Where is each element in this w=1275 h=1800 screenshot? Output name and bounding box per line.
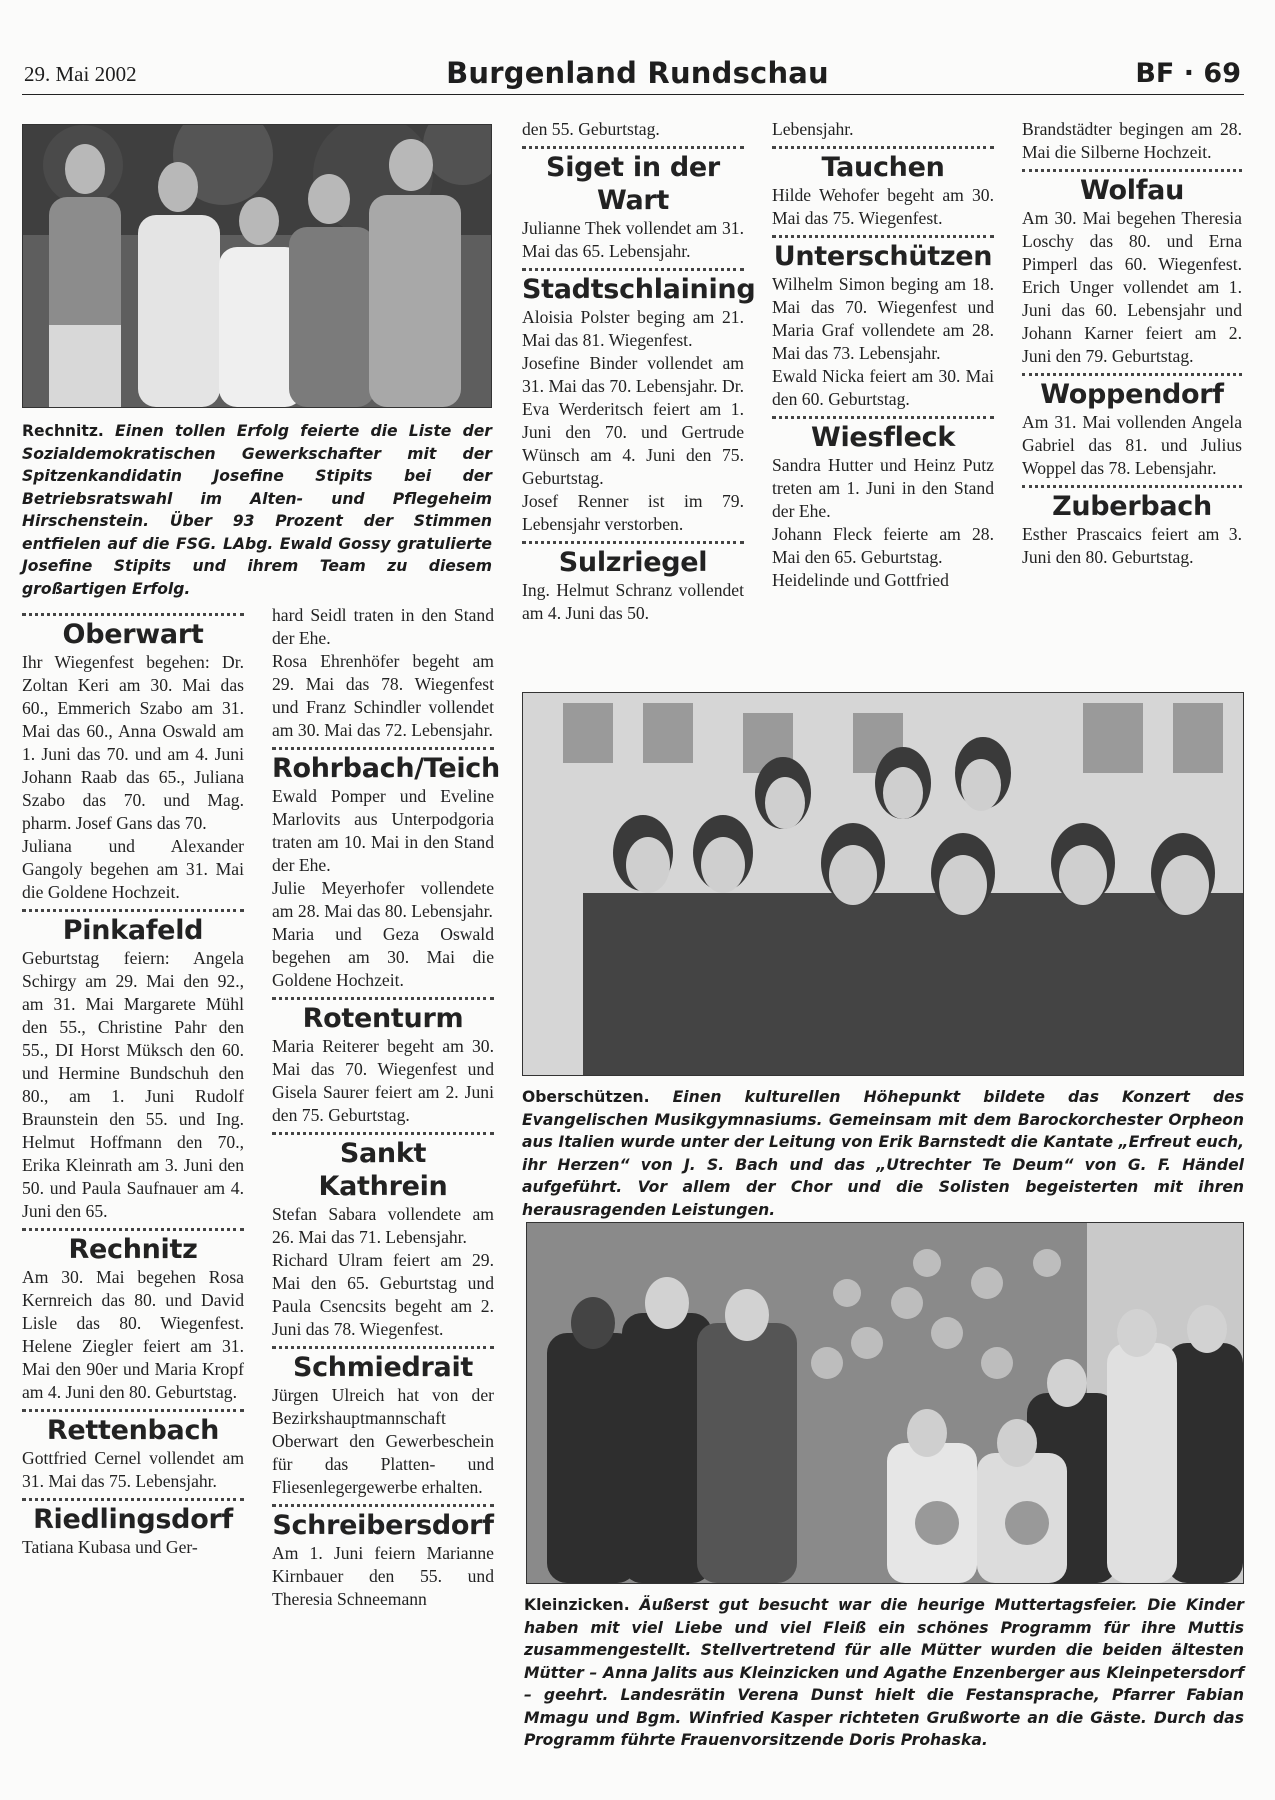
section-text: hard Seidl traten in den Stand der Ehe. (272, 605, 494, 648)
section-text: Aloisia Polster beging am 21. Mai das 81. Wiegenfest. (522, 307, 744, 350)
section-tauchen (772, 146, 994, 230)
page-number: BF · 69 (1135, 58, 1241, 89)
caption-place: Rechnitz. (22, 422, 104, 440)
section-text: Am 30. Mai begehen Theresia Loschy das 80. und Erna Pimperl das 60. Wiegenfest. Erich Unger vollendet am 1. Juni das 60. Lebensjahr und Johann Karner feiert am 2. Juni den 79. Geburtstag. (1022, 208, 1242, 366)
section-heading: Unterschützen (773, 241, 993, 272)
caption-text: Einen tollen Erfolg feierte die Liste der Sozialdemokratischen Gewerkschafter mit der Spitzenkandidatin Josefine Stipits bei der Betriebsratswahl im Alten- und Pflegeheim Hirschenstein. Über 93 Prozent der Stimmen entfielen auf die FSG. LAbg. Ewald Gossy gratulierte Josefine Stipits und ihrem Team zu diesem großartigen Erfolg. (22, 422, 492, 598)
section-oberwart (22, 613, 244, 904)
section-text: Jürgen Ulreich hat von der Bezirkshauptmannschaft Oberwart den Gewerbeschein für das Platten- und Fliesenlegergewerbe erhalten. (272, 1385, 494, 1497)
section-text: den 55. Geburtstag. (522, 119, 660, 139)
caption-text: Einen kulturellen Höhepunkt bildete das Konzert des Evangelischen Musikgymnasiums. Gemeinsam mit dem Barockorchester Orpheon aus Italien wurde unter der Leitung von Erik Barnstedt die Kantate „Erfreut euch, ihr Herzen“ von J. S. Bach und das „Utrechter Te Deum“ von G. F. Händel aufgeführt. Vor allem der Chor und die Solisten begeisterten mit ihren herausragenden Leistungen. (522, 1088, 1245, 1219)
section-siget-in-der-wart (522, 146, 744, 263)
section-text: Rosa Ehrenhöfer begeht am 29. Mai das 78. Wiegenfest und Franz Schindler vollendet am 30. Mai das 72. Lebensjahr. (272, 651, 494, 740)
section-text: Richard Ulram feiert am 29. Mai den 65. Geburtstag und Paula Csencsits begeht am 2. Juni das 78. Wiegenfest. (272, 1250, 494, 1339)
section-heading: Woppendorf (1040, 379, 1224, 410)
section-rotenturm (272, 997, 494, 1127)
column-1 (22, 608, 244, 1559)
kleinzicken-caption (524, 1594, 1244, 1752)
section-sankt-kathrein (272, 1132, 494, 1341)
section-heading: Schmiedrait (292, 1352, 474, 1383)
section-heading: Siget in der Wart (546, 152, 720, 216)
caption-place: Kleinzicken. (524, 1596, 630, 1614)
section-heading: Zuberbach (1052, 491, 1212, 522)
section-heading: Rotenturm (302, 1003, 464, 1034)
section-text: Stefan Sabara vollendete am 26. Mai das 71. Lebensjahr. (272, 1204, 494, 1247)
section-text: Tatiana Kubasa und Ger- (22, 1537, 198, 1557)
section-heading: Tauchen (821, 152, 945, 183)
section-text: Juliana und Alexander Gangoly begehen am 31. Mai die Goldene Hochzeit. (22, 836, 244, 902)
section-text: Am 30. Mai begehen Rosa Kernreich das 80. und David Lisle das 80. Wiegenfest. Helene Ziegler feiert am 31. Mai den 90er und Maria Kropf am 4. Juni den 80. Geburtstag. (22, 1267, 244, 1402)
section-woppendorf (1022, 373, 1242, 480)
section-text: Gottfried Cernel vollendet am 31. Mai das 75. Lebensjahr. (22, 1448, 244, 1491)
section-text: Esther Prascaics feiert am 3. Juni den 80. Geburtstag. (1022, 524, 1242, 567)
section-heading: Rohrbach/Teich (272, 753, 500, 784)
section-wiesfleck (772, 416, 994, 592)
column-3 (522, 118, 756, 625)
kleinzicken-photo (526, 1222, 1244, 1584)
section-text: Ewald Pomper und Eveline Marlovits aus Unterpodgoria traten am 10. Mai in den Stand der Ehe. (272, 786, 494, 875)
rechnitz-photo-art (23, 125, 491, 407)
section-heading: Wiesfleck (811, 422, 955, 453)
section-text: Julianne Thek vollendet am 31. Mai das 65. Lebensjahr. (522, 218, 744, 261)
oberschuetzen-photo (522, 692, 1244, 1076)
section-text: Am 31. Mai vollenden Angela Gabriel das 81. und Julius Woppel das 78. Lebensjahr. (1022, 412, 1242, 478)
column-5 (1022, 118, 1242, 569)
section-text: Maria und Geza Oswald begehen am 30. Mai die Goldene Hochzeit. (272, 924, 494, 990)
section-zuberbach (1022, 485, 1242, 569)
section-pinkafeld (22, 909, 244, 1223)
section-schreibersdorf (272, 1504, 494, 1611)
section-riedlingsdorf (22, 1498, 244, 1559)
caption-place: Oberschützen. (522, 1088, 650, 1106)
section-rohrbach-teich (272, 747, 500, 992)
section-text: Ing. Helmut Schranz vollendet am 4. Juni das 50. (522, 580, 744, 623)
section-schmiedrait (272, 1346, 494, 1499)
section-heading: Schreibersdorf (272, 1510, 494, 1541)
section-text: Hilde Wehofer begeht am 30. Mai das 75. Wiegenfest. (772, 185, 994, 228)
section-sulzriegel (522, 541, 744, 625)
section-text: Heidelinde und Gottfried (772, 570, 949, 590)
oberschuetzen-photo-art (523, 693, 1243, 1075)
section-unterschuetzen (772, 235, 994, 411)
section-text: Brandstädter begingen am 28. Mai die Silberne Hochzeit. (1022, 119, 1242, 162)
section-heading: Wolfau (1079, 175, 1184, 206)
section-text: Josef Renner ist im 79. Lebensjahr verstorben. (522, 491, 744, 534)
section-text: Johann Fleck feierte am 28. Mai den 65. Geburtstag. (772, 524, 994, 567)
issue-date: 29. Mai 2002 (24, 62, 137, 86)
section-wolfau (1022, 169, 1242, 368)
section-text: Wilhelm Simon beging am 18. Mai das 70. Wiegenfest und Maria Graf vollendete am 28. Mai das 73. Lebensjahr. (772, 274, 994, 363)
section-text: Am 1. Juni feiern Marianne Kirnbauer den 55. und Theresia Schneemann (272, 1543, 494, 1609)
section-rechnitz (22, 1228, 244, 1404)
rechnitz-photo (22, 124, 492, 408)
section-text: Ihr Wiegenfest begehen: Dr. Zoltan Keri am 30. Mai das 60., Emmerich Szabo am 31. Mai das 60., Anna Oswald am 1. Juni das 70. und am 4. Juni Johann Raab das 65., Juliana Szabo das 70. und Mag. pharm. Josef Gans das 70. (22, 652, 244, 833)
section-heading: Rettenbach (46, 1415, 220, 1446)
section-heading: Rechnitz (68, 1234, 198, 1265)
section-text: Lebensjahr. (772, 119, 854, 139)
oberschuetzen-caption (522, 1086, 1244, 1221)
section-text: Geburtstag feiern: Angela Schirgy am 29. Mai den 92., am 31. Mai Margarete Mühl den 55., Christine Pahr den 55., DI Horst Müksch den 60. und Hermine Bundschuh den 80., am 1. Juni Rudolf Braunstein den 55. und Ing. Helmut Hoffmann den 70., Erika Kleinrath am 3. Juni den 50. und Paula Saufnauer am 4. Juni den 65. (22, 948, 244, 1221)
section-rettenbach (22, 1409, 244, 1493)
section-heading: Pinkafeld (62, 915, 204, 946)
newspaper-title: Burgenland Rundschau (446, 56, 829, 90)
section-text: Julie Meyerhofer vollendete am 28. Mai das 80. Lebensjahr. (272, 878, 494, 921)
column-4 (772, 118, 994, 592)
section-heading: Riedlingsdorf (33, 1504, 233, 1535)
section-text: Maria Reiterer begeht am 30. Mai das 70. Wiegenfest und Gisela Saurer feiert am 2. Juni den 75. Geburtstag. (272, 1036, 494, 1125)
section-text: Sandra Hutter und Heinz Putz treten am 1. Juni in den Stand der Ehe. (772, 455, 994, 521)
section-stadtschlaining (522, 268, 756, 536)
rechnitz-caption (22, 420, 492, 600)
caption-text: Äußerst gut besucht war die heurige Muttertagsfeier. Die Kinder haben mit viel Liebe und viel Fleiß ein schönes Programm für ihre Muttis zusammengestellt. Stellvertretend für alle Mütter wurden die beiden ältesten Mütter – Anna Jalits aus Kleinzicken und Agathe Enzenberger aus Kleinpetersdorf – geehrt. Landesrätin Verena Dunst hielt die Festansprache, Pfarrer Fabian Mmagu und Bgm. Winfried Kasper richteten Grußworte an die Gäste. Durch das Programm führte Frauenvorsitzende Doris Prohaska. (524, 1596, 1244, 1749)
section-text: Josefine Binder vollendet am 31. Mai das 70. Lebensjahr. Dr. Eva Werderitsch feiert am 1. Juni den 70. und Gertrude Wünsch am 4. Juni den 75. Geburtstag. (522, 353, 744, 488)
header-rule (22, 94, 1244, 95)
section-heading: Stadtschlaining (522, 274, 756, 305)
section-heading: Sankt Kathrein (318, 1138, 448, 1202)
kleinzicken-photo-art (527, 1223, 1243, 1583)
section-heading: Sulzriegel (558, 547, 708, 578)
section-heading: Oberwart (62, 619, 204, 650)
section-text: Ewald Nicka feiert am 30. Mai den 60. Geburtstag. (772, 366, 994, 409)
column-2 (272, 604, 500, 1611)
